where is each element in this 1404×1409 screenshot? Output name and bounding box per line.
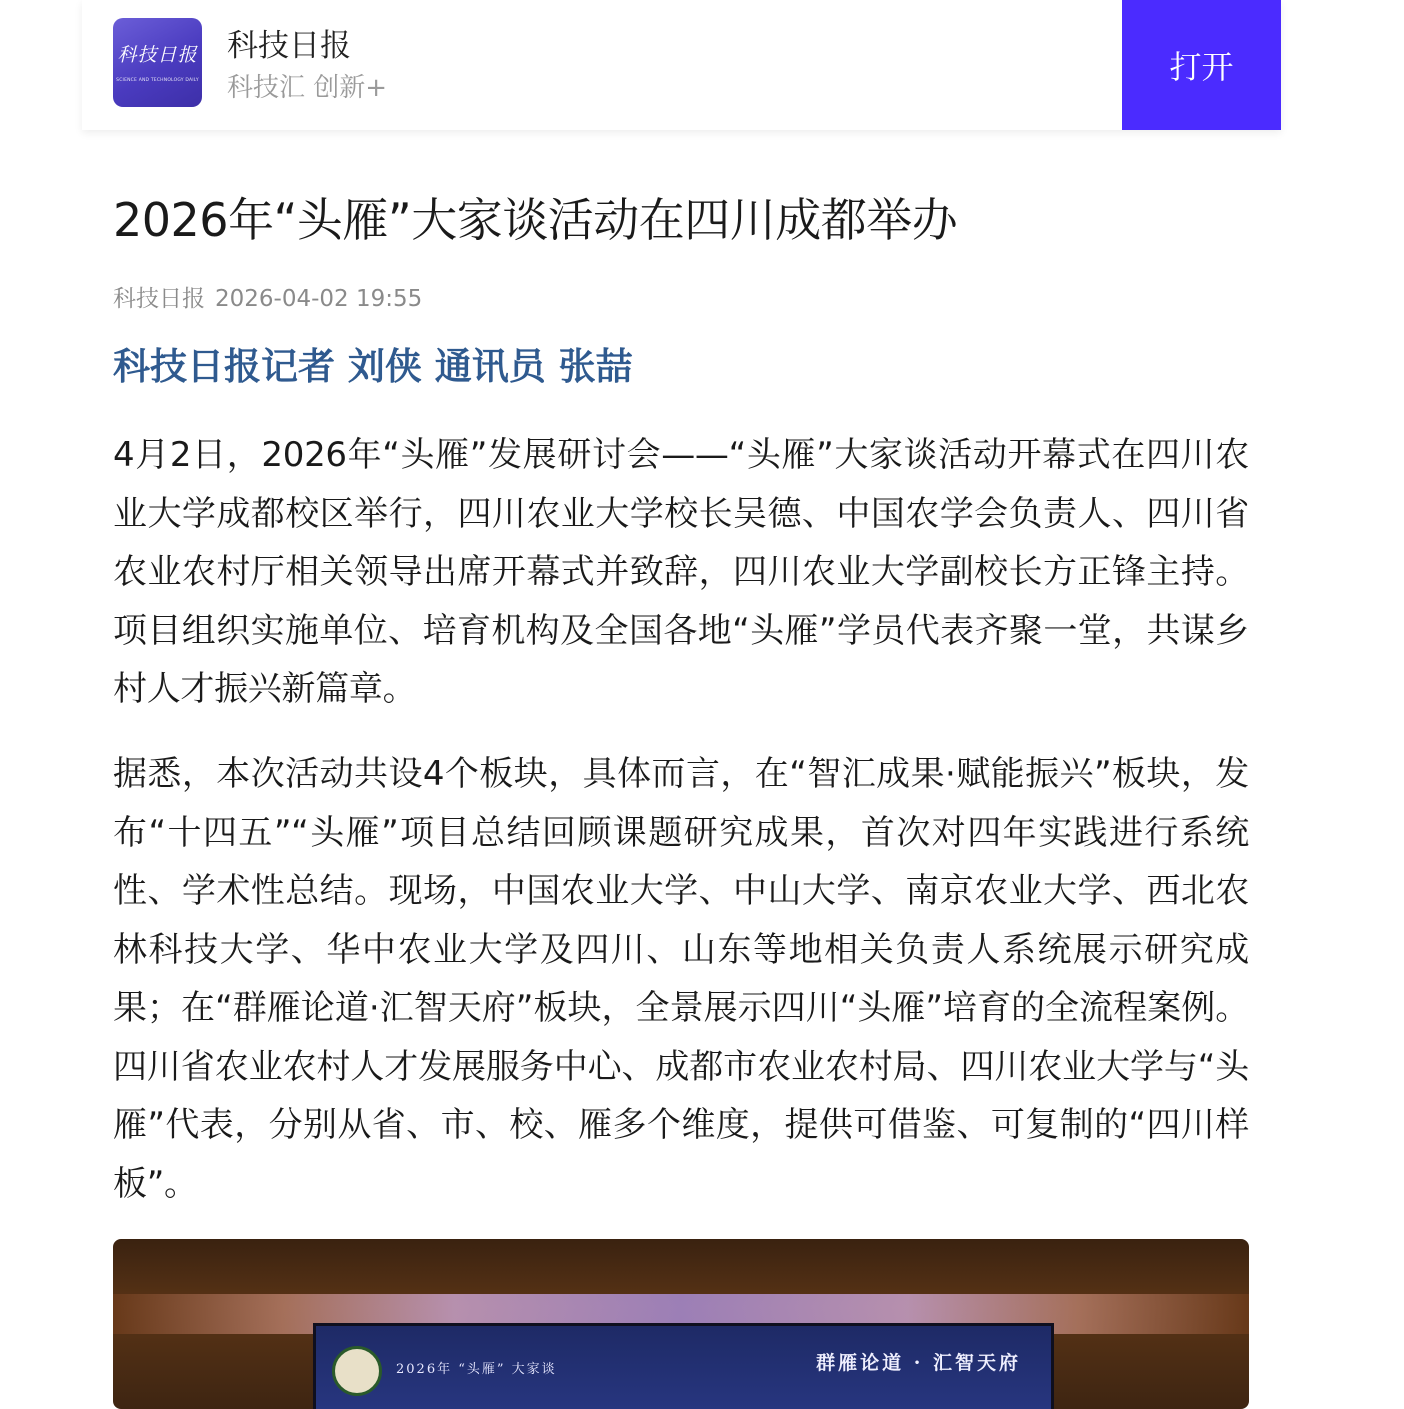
logo-wordmark: 科技日报 — [117, 44, 198, 66]
app-download-banner — [82, 0, 1281, 130]
screen-event-title: 2026年 “头雁” 大家谈 — [396, 1362, 557, 1377]
open-app-button[interactable]: 打开 — [1122, 0, 1281, 130]
article-meta — [113, 283, 422, 315]
app-subtitle: 科技汇 创新+ — [227, 73, 388, 103]
app-logo[interactable] — [113, 18, 202, 107]
article-photo[interactable] — [113, 1239, 1249, 1409]
article-byline: 科技日报记者 刘侠 通讯员 张喆 — [113, 345, 633, 388]
article-paragraph: 据悉，本次活动共设4个板块，具体而言，在“智汇成果·赋能振兴”板块，发布“十四五”“头雁”项目总结回顾课题研究成果，首次对四年实践进行系统性、学术性总结。现场，中国农业大学、中山大学、南京农业大学、西北农林科技大学、华中农业大学及四川、山东等地相关负责人系统展示研究成果；在“群雁论道·汇智天府”板块，全景展示四川“头雁”培育的全流程案例。四川省农业农村人才发展服务中心、成都市农业农村局、四川农业大学与“头雁”代表，分别从省、市、校、雁多个维度，提供可借鉴、可复制的“四川样板”。 — [113, 754, 1249, 1204]
app-name: 科技日报 — [227, 28, 351, 64]
stage-screen — [313, 1323, 1054, 1409]
article-paragraph: 4月2日，2026年“头雁”发展研讨会——“头雁”大家谈活动开幕式在四川农业大学成都校区举行，四川农业大学校长吴德、中国农学会负责人、四川省农业农村厅相关领导出席开幕式并致辞，四川农业大学副校长方正锋主持。项目组织实施单位、培育机构及全国各地“头雁”学员代表齐聚一堂，共谋乡村人才振兴新篇章。 — [113, 435, 1249, 709]
logo-english-text: SCIENCE AND TECHNOLOGY DAILY — [116, 78, 199, 83]
emblem-icon — [332, 1346, 382, 1396]
article-title: 2026年“头雁”大家谈活动在四川成都举办 — [113, 193, 958, 247]
screen-section-title: 群雁论道 · 汇智天府 — [816, 1352, 1021, 1374]
article-datetime: 2026-04-02 19:55 — [215, 286, 423, 312]
article-source: 科技日报 — [113, 286, 205, 312]
